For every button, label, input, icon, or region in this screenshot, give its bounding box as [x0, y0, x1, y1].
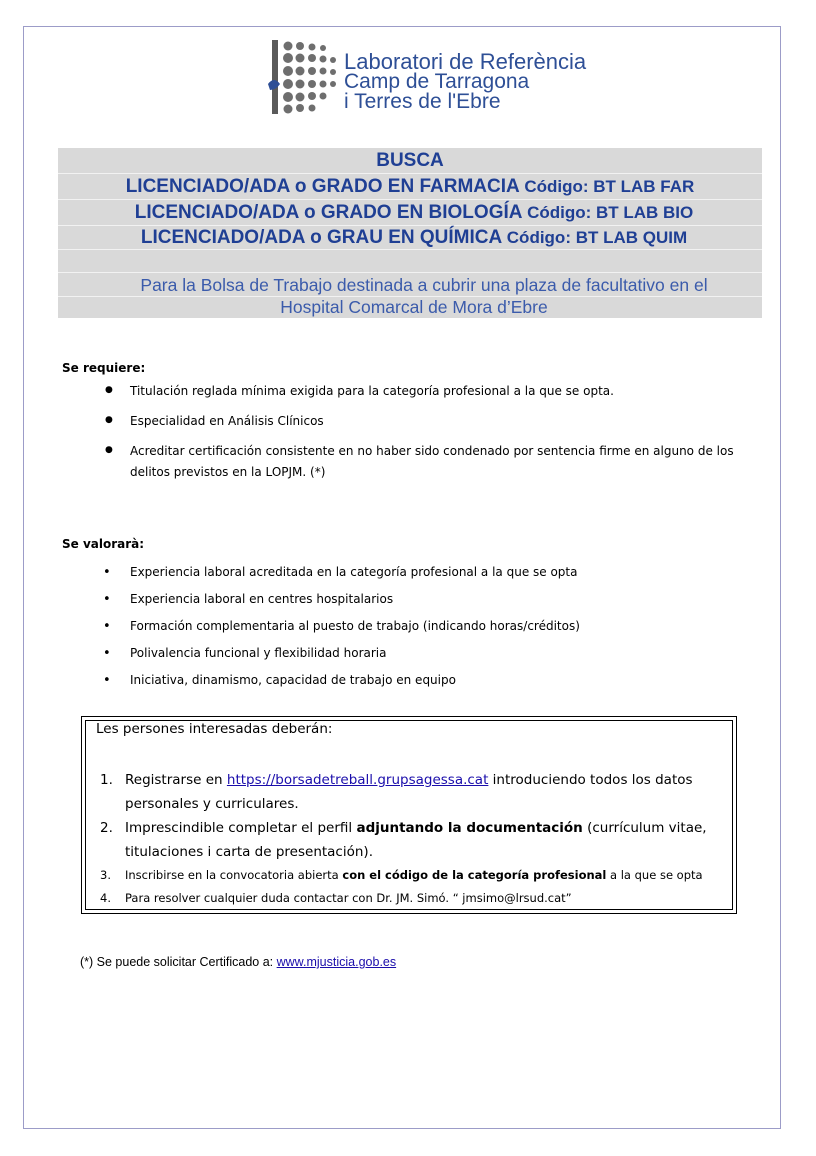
intro-line-2: Hospital Comarcal de Mora d’Ebre: [280, 297, 548, 317]
position-biologia: [62, 202, 766, 224]
requirements-title: Se requiere:: [62, 361, 146, 375]
position-code: Código: BT LAB FAR: [524, 177, 695, 196]
lab-logo: [248, 38, 648, 124]
step-number: 1.: [100, 772, 113, 788]
step-number: 4.: [100, 891, 111, 905]
step-number: 3.: [100, 868, 111, 882]
list-item: ● Acreditar certificación consistente en no haber sido condenado por sentencia firme en alguno de los delitos previstos en la LOPJM. (*): [105, 441, 765, 483]
position-title: LICENCIADO/ADA o GRADO EN BIOLOGÍA: [134, 202, 522, 223]
list-item: ● Titulación reglada mínima exigida para la categoría profesional a la que se opta.: [105, 381, 765, 402]
position-farmacia: [58, 176, 762, 198]
borsa-link[interactable]: https://borsadetreball.grupsagessa.cat: [226, 772, 489, 788]
position-title: LICENCIADO/ADA o GRADO EN FARMACIA: [125, 176, 520, 197]
list-item: • Polivalencia funcional y flexibilidad horaria: [105, 643, 765, 664]
logo-text: [344, 49, 587, 113]
dots-logo-icon: [266, 38, 344, 116]
list-item: • Experiencia laboral en centres hospitalarios: [105, 589, 765, 610]
valued-title: Se valorarà:: [62, 537, 145, 551]
step-number: 2.: [100, 820, 113, 836]
intro-line-1: Para la Bolsa de Trabajo destinada a cubrir una plaza de facultativo en el: [140, 275, 708, 295]
position-code: Código: BT LAB BIO: [527, 203, 694, 222]
step-text: (currículum vitae, titulaciones i carta de presentación).: [125, 820, 707, 860]
step-profile: [96, 816, 726, 864]
step-text: Imprescindible completar el perfil: [125, 820, 357, 836]
step-text: Registrarse en: [125, 772, 227, 788]
list-item: ● Especialidad en Análisis Clínicos: [105, 411, 765, 432]
footnote: [80, 955, 396, 969]
valued-list: [105, 562, 765, 691]
list-item: • Formación complementaria al puesto de trabajo (indicando horas/créditos): [105, 616, 765, 637]
list-item: • Iniciativa, dinamismo, capacidad de trabajo en equipo: [105, 670, 765, 691]
busca-heading: BUSCA: [376, 150, 444, 171]
position-quimica: [62, 227, 766, 249]
instructions-title: Les persones interesadas deberán:: [96, 721, 333, 737]
step-text: introduciendo todos los datos personales y curriculares.: [125, 772, 693, 812]
position-code: Código: BT LAB QUIM: [506, 228, 688, 247]
requirements-list: [105, 381, 765, 483]
step-text: a la que se opta: [606, 868, 703, 882]
logo-line-2: Camp de Tarragona: [344, 70, 530, 93]
mjusticia-link[interactable]: www.mjusticia.gob.es: [276, 955, 397, 969]
logo-line-3: i Terres de l'Ebre: [344, 90, 501, 113]
step-text-bold: adjuntando la documentación: [356, 820, 583, 836]
step-enroll: [96, 864, 726, 887]
position-title: LICENCIADO/ADA o GRAU EN QUÍMICA: [140, 227, 502, 248]
step-contact: [96, 887, 726, 910]
logo-line-1: Laboratori de Referència: [344, 49, 587, 74]
instructions-steps: [96, 768, 726, 910]
step-text-bold: con el código de la categoría profesional: [342, 868, 607, 882]
heading-band: [58, 148, 762, 318]
step-register: [96, 768, 726, 816]
step-text: Para resolver cualquier duda contactar con Dr. JM. Simó. “ jmsimo@lrsud.cat”: [125, 891, 572, 905]
footnote-text: (*) Se puede solicitar Certificado a:: [80, 955, 277, 969]
step-text: Inscribirse en la convocatoria abierta: [125, 868, 343, 882]
list-item: • Experiencia laboral acreditada en la categoría profesional a la que se opta: [105, 562, 765, 583]
